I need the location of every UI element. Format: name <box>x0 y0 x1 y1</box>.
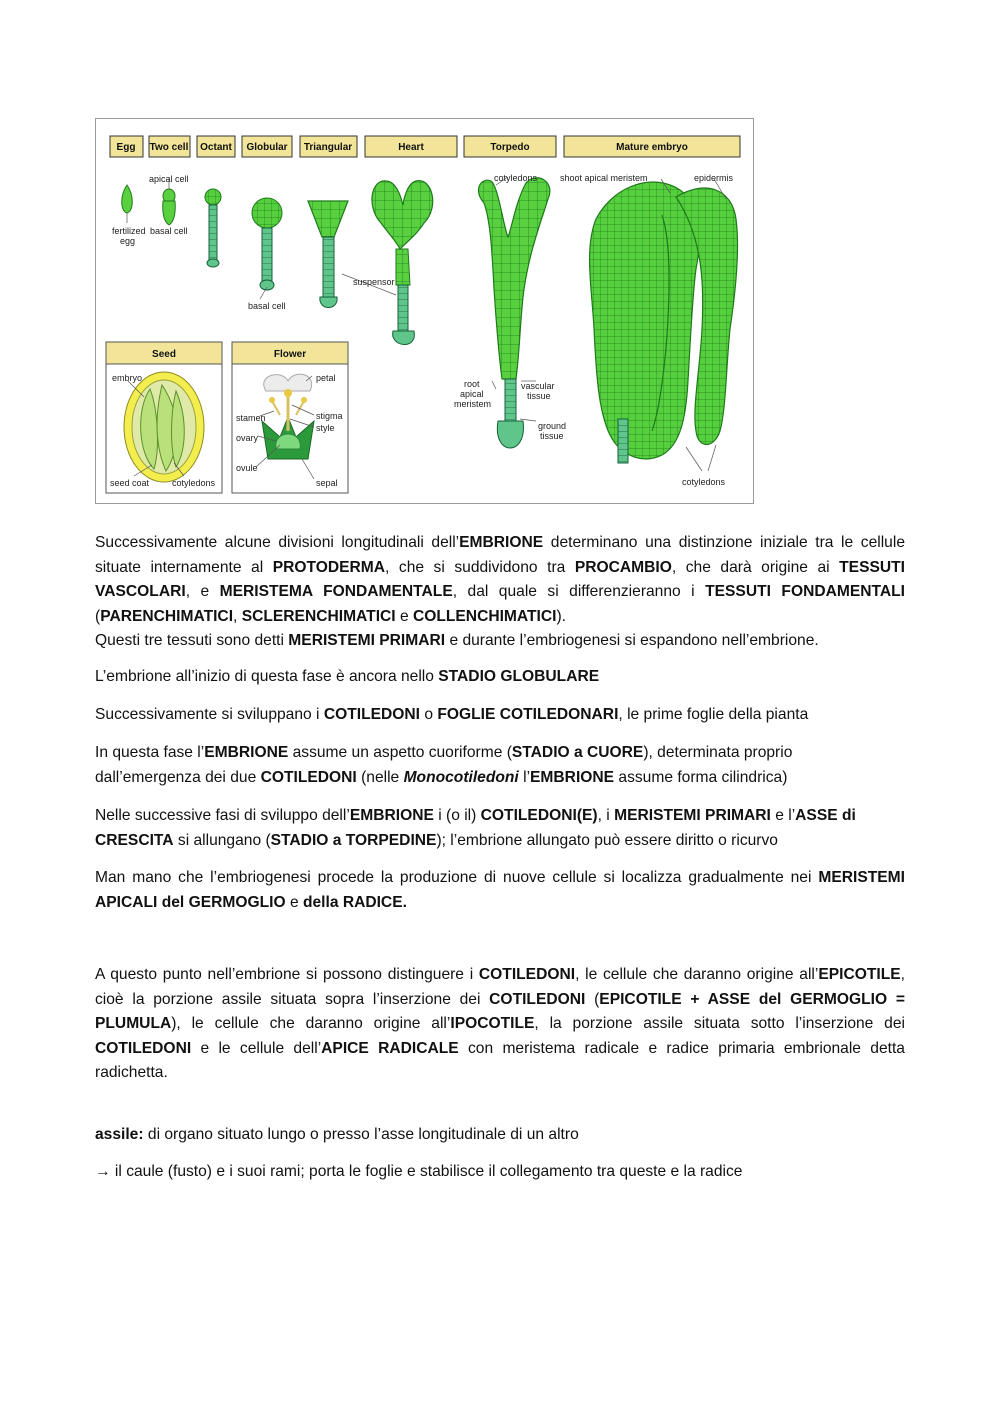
label-ovule: ovule <box>236 463 258 473</box>
text-run: dall’emergenza dei due <box>95 768 261 786</box>
stage-label-octant: Octant <box>200 142 232 153</box>
term-parenchimatici: PARENCHIMATICI <box>100 607 234 625</box>
label-seed-cotyledons: cotyledons <box>172 478 216 488</box>
stage-label-torpedo: Torpedo <box>490 142 530 153</box>
text-run: di organo situato lungo o presso l’asse longitudinale di un altro <box>143 1126 579 1143</box>
text-run: e le cellule dell’ <box>191 1039 322 1057</box>
text-run: e l’ <box>770 807 796 824</box>
seed-panel <box>106 342 222 493</box>
stage-label-two-cell: Two cell <box>149 142 189 153</box>
term-stadio-a-torpedine: STADIO a TORPEDINE <box>270 831 437 849</box>
term-meristema-fondamentale: MERISTEMA FONDAMENTALE <box>219 583 453 600</box>
text-run: ); l’embrione allungato può essere diritto o ricurvo <box>436 831 778 849</box>
label-basal-cell-1: basal cell <box>150 226 188 236</box>
seed-title: Seed <box>152 349 176 360</box>
term-embrione: EMBRIONE <box>459 534 544 551</box>
term-foglie-cotiledonari: FOGLIE COTILEDONARI <box>437 706 619 723</box>
text-run: il caule (fusto) e i suoi rami; porta le foglie e stabilisce il collegamento tra queste e la radice <box>110 1163 743 1180</box>
term-apice-radicale: APICE RADICALE <box>321 1039 459 1057</box>
text-run: L’embrione all’inizio di questa fase è ancora nello <box>95 668 439 685</box>
label-epidermis: epidermis <box>694 173 734 183</box>
label-fertilized: fertilized <box>112 226 146 236</box>
text-run: , dal quale si differenzieranno i <box>452 583 706 600</box>
label-suspensor: suspensor <box>353 277 395 287</box>
embryogenesis-diagram <box>96 119 755 505</box>
paragraph-epicotile-ipocotile <box>95 963 905 1086</box>
definition-assile <box>95 1123 905 1148</box>
label-ground-tissue: tissue <box>540 431 564 441</box>
paragraph-tissue-differentiation <box>95 531 905 654</box>
text-run: ( <box>95 607 101 625</box>
term-epicotile: EPICOTILE <box>818 966 901 983</box>
term-embrione: EMBRIONE <box>349 807 434 824</box>
embryogenesis-figure <box>95 118 754 504</box>
label-apical: apical <box>460 389 484 399</box>
heart-drawing <box>342 181 433 345</box>
text-run: i (o il) <box>433 807 481 824</box>
paragraph-cotiledoni <box>95 703 905 728</box>
text-run: determinano una distinzione iniziale tra le cellule situate internamente al <box>95 534 905 576</box>
label-petal: petal <box>316 373 336 383</box>
label-embryo: embryo <box>112 373 143 383</box>
term-stadio-globulare: STADIO GLOBULARE <box>438 668 600 685</box>
term-meristemi-apicali: MERISTEMI APICALI del GERMOGLIO <box>95 869 905 911</box>
stage-label-heart: Heart <box>398 142 424 153</box>
label-cotyledons-bottom: cotyledons <box>682 477 726 487</box>
term-sclerenchimatici: SCLERENCHIMATICI <box>241 607 396 625</box>
text-run: con meristema radicale e radice primaria embrionale detta radichetta. <box>95 1039 905 1081</box>
text-run: , i <box>597 807 615 824</box>
text-run: Questi tre tessuti sono detti <box>95 632 289 649</box>
label-egg: egg <box>120 236 136 246</box>
term-cotiledoni: COTILEDONI <box>323 706 420 723</box>
text-run: assume un aspetto cuoriforme ( <box>288 744 512 761</box>
paragraph-stadio-torpedine <box>95 804 905 853</box>
term-ipocotile: IPOCOTILE <box>450 1015 535 1032</box>
label-apical-cell: apical cell <box>149 174 189 184</box>
paragraph-stadio-globulare <box>95 665 905 690</box>
term-tessuti-fondamentali: TESSUTI FONDAMENTALI <box>705 583 905 600</box>
arrow-icon: → <box>95 1163 111 1180</box>
paragraph-meristemi-apicali <box>95 866 905 915</box>
text-run: , la porzione assile situata sotto l’inserzione dei <box>534 1015 905 1032</box>
text-run: ), le cellule che daranno origine all’ <box>171 1015 451 1032</box>
two-cell-drawing <box>163 177 176 225</box>
term-stadio-a-cuore: STADIO a CUORE <box>511 744 644 761</box>
term-assile: assile: <box>95 1126 144 1143</box>
text-run: A questo punto nell’embrione si possono distinguere i <box>95 966 479 983</box>
label-style: style <box>316 423 335 433</box>
term-cotiledoni: COTILEDONI <box>489 990 586 1008</box>
term-meristemi-primari: MERISTEMI PRIMARI <box>288 632 446 649</box>
text-run: ( <box>585 990 600 1008</box>
label-seed-coat: seed coat <box>110 478 150 488</box>
label-vascular: vascular <box>521 381 555 391</box>
label-shoot-apical-meristem: shoot apical meristem <box>560 173 648 183</box>
text-run: , <box>233 607 242 625</box>
term-embrione: EMBRIONE <box>530 768 615 786</box>
term-asse-di-crescita: ASSE di CRESCITA <box>95 807 856 849</box>
label-stamen: stamen <box>236 413 266 423</box>
text-run: e durante l’embriogenesi si espandono nell’embrione. <box>445 632 819 649</box>
text-run: Nelle successive fasi di sviluppo dell’ <box>95 807 350 824</box>
term-protoderma: PROTODERMA <box>272 558 386 576</box>
term-cotiledoni: COTILEDONI <box>95 1039 192 1057</box>
stage-headers <box>110 136 740 157</box>
text-run: (nelle <box>356 768 404 786</box>
text-run: , cioè la porzione assile situata sopra l’inserzione dei <box>95 966 906 1008</box>
text-run: , le prime foglie della pianta <box>618 706 809 723</box>
octant-drawing <box>205 189 221 267</box>
text-run: Man mano che l’embriogenesi procede la produzione di nuove cellule si localizza gradualmente nei <box>95 869 819 886</box>
label-sepal: sepal <box>316 478 338 488</box>
term-procambio: PROCAMBIO <box>574 558 672 576</box>
term-cotiledoni: COTILEDONI <box>478 966 576 983</box>
term-plumula: EPICOTILE + ASSE del GERMOGLIO = PLUMULA <box>95 990 905 1032</box>
label-basal-cell-2: basal cell <box>248 301 286 311</box>
text-run: ), determinata proprio <box>643 744 793 761</box>
mature-embryo-drawing <box>590 179 738 471</box>
term-monocotiledoni: Monocotiledoni <box>403 768 519 786</box>
stage-label-triangular: Triangular <box>303 142 353 153</box>
text-run: ). <box>556 607 567 625</box>
term-cotiledoni-e: COTILEDONI(E) <box>480 807 598 824</box>
text-run: , che darà origine ai <box>671 558 840 576</box>
triangular-drawing <box>308 201 348 308</box>
term-della-radice: della RADICE. <box>302 893 407 911</box>
text-run: e <box>285 893 303 911</box>
label-tissue: tissue <box>527 391 551 401</box>
label-meristem: meristem <box>454 399 492 409</box>
term-tessuti-vascolari: TESSUTI VASCOLARI <box>95 558 906 600</box>
stage-label-egg: Egg <box>116 142 136 153</box>
label-ground: ground <box>538 421 567 431</box>
egg-drawing <box>122 185 133 223</box>
text-run: o <box>420 706 438 723</box>
label-root: root <box>464 379 480 389</box>
text-run: assume forma cilindrica) <box>614 768 788 786</box>
stage-label-mature-embryo: Mature embryo <box>616 142 688 153</box>
text-run: l’ <box>518 768 531 786</box>
term-cotiledoni: COTILEDONI <box>260 768 357 786</box>
text-run: In questa fase l’ <box>95 744 205 761</box>
text-run: si allungano ( <box>173 831 271 849</box>
label-ovary: ovary <box>236 433 259 443</box>
text-run: , che si suddividono tra <box>385 558 575 576</box>
term-collenchimatici: COLLENCHIMATICI <box>412 607 557 625</box>
text-run: Successivamente si sviluppano i <box>95 706 324 723</box>
label-cotyledons-top: cotyledons <box>494 173 538 183</box>
text-run: Successivamente alcune divisioni longitudinali dell’ <box>95 534 460 551</box>
text-run: , le cellule che daranno origine all’ <box>575 966 819 983</box>
flower-title: Flower <box>273 349 307 360</box>
paragraph-stadio-cuore <box>95 741 905 790</box>
definition-caule <box>95 1160 905 1185</box>
globular-drawing <box>252 198 282 299</box>
label-stigma: stigma <box>316 411 343 421</box>
text-run: e <box>395 607 413 625</box>
text-run: , e <box>185 583 220 600</box>
term-meristemi-primari: MERISTEMI PRIMARI <box>614 807 771 824</box>
stage-label-globular: Globular <box>246 142 288 153</box>
term-embrione: EMBRIONE <box>204 744 289 761</box>
